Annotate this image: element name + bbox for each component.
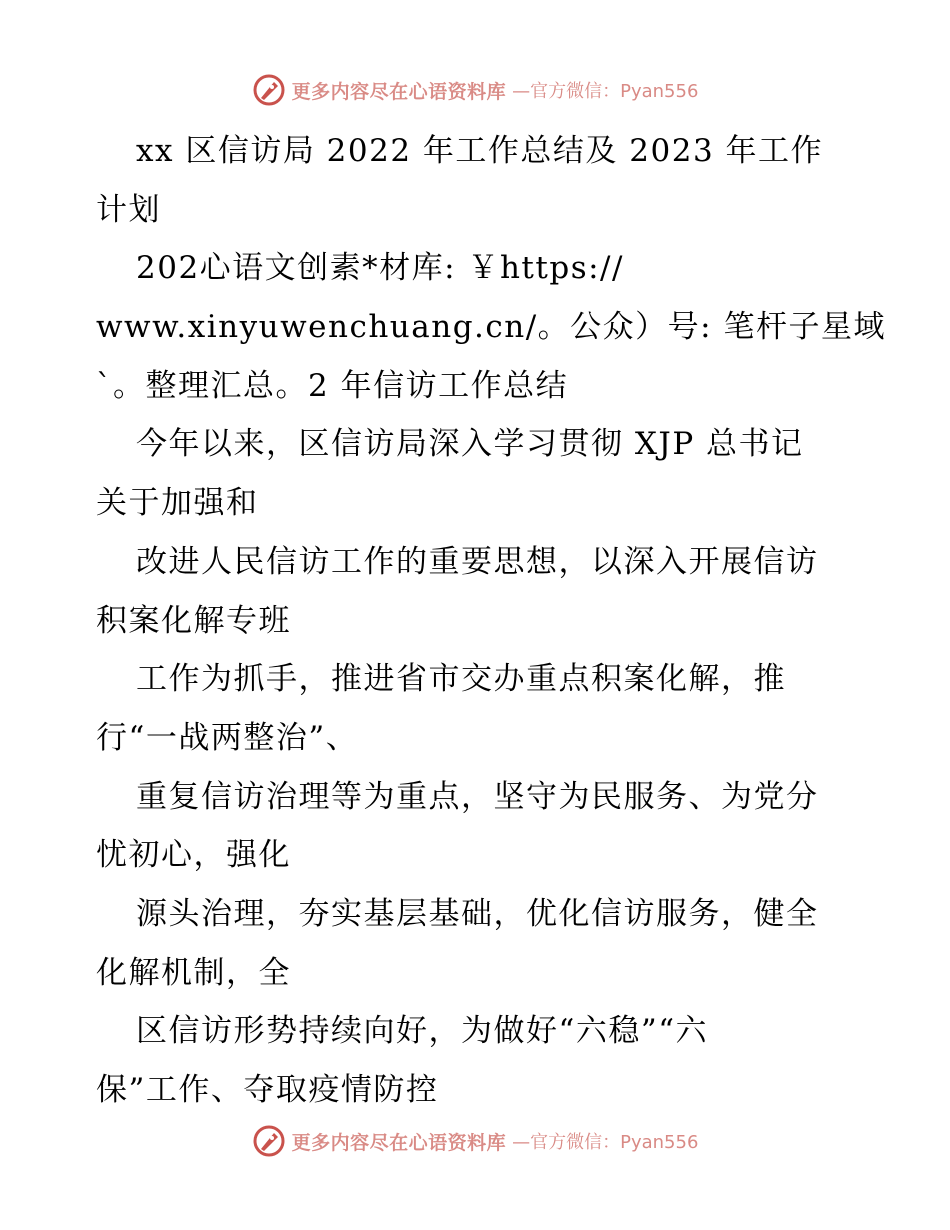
document-line: 关于加强和 (96, 485, 259, 522)
pen-nib-logo-icon (252, 1124, 286, 1158)
document-line: 改进人民信访工作的重要思想，以深入开展信访 (136, 543, 819, 580)
footer-watermark-group (252, 1124, 699, 1158)
pen-nib-logo-icon (252, 73, 286, 107)
watermark-main-text: 更多内容尽在心语资料库 (291, 80, 507, 103)
header-watermark-group (252, 73, 699, 107)
document-line: 保”工作、夺取疫情防控 (96, 1072, 439, 1108)
document-line: 202心语文创素*材库: ￥https:// (136, 250, 624, 287)
document-line: 工作为抓手，推进省市交办重点积案化解，推 (136, 661, 786, 698)
document-line: 积案化解专班 (96, 602, 291, 639)
watermark-main-text: 更多内容尽在心语资料库 (291, 1131, 507, 1154)
watermark-sub-text: —官方微信：Pyan556 (512, 81, 699, 102)
document-line: 计划 (96, 191, 161, 228)
document-line: 源头治理，夯实基层基础，优化信访服务，健全 (136, 895, 819, 932)
document-line: 今年以来，区信访局深入学习贯彻 XJP 总书记 (136, 426, 804, 463)
watermark-sub-text: —官方微信：Pyan556 (512, 1132, 699, 1153)
document-body (96, 122, 886, 1120)
header-watermark-banner (0, 70, 950, 110)
document-line: www.xinyuwenchuang.cn/。公众）号: 笔杆子星域 (96, 309, 886, 346)
document-line: xx 区信访局 2022 年工作总结及 2023 年工作 (136, 133, 824, 169)
footer-watermark-banner (0, 1121, 950, 1161)
document-line: 忧初心，强化 (96, 837, 291, 874)
document-line: `。整理汇总。2 年信访工作总结 (96, 367, 569, 404)
document-line: 行“一战两整治”、 (96, 719, 359, 756)
document-line: 区信访形势持续向好，为做好“六稳”“六 (136, 1013, 709, 1050)
document-line: 化解机制，全 (96, 954, 291, 991)
document-line: 重复信访治理等为重点，坚守为民服务、为党分 (136, 778, 819, 815)
